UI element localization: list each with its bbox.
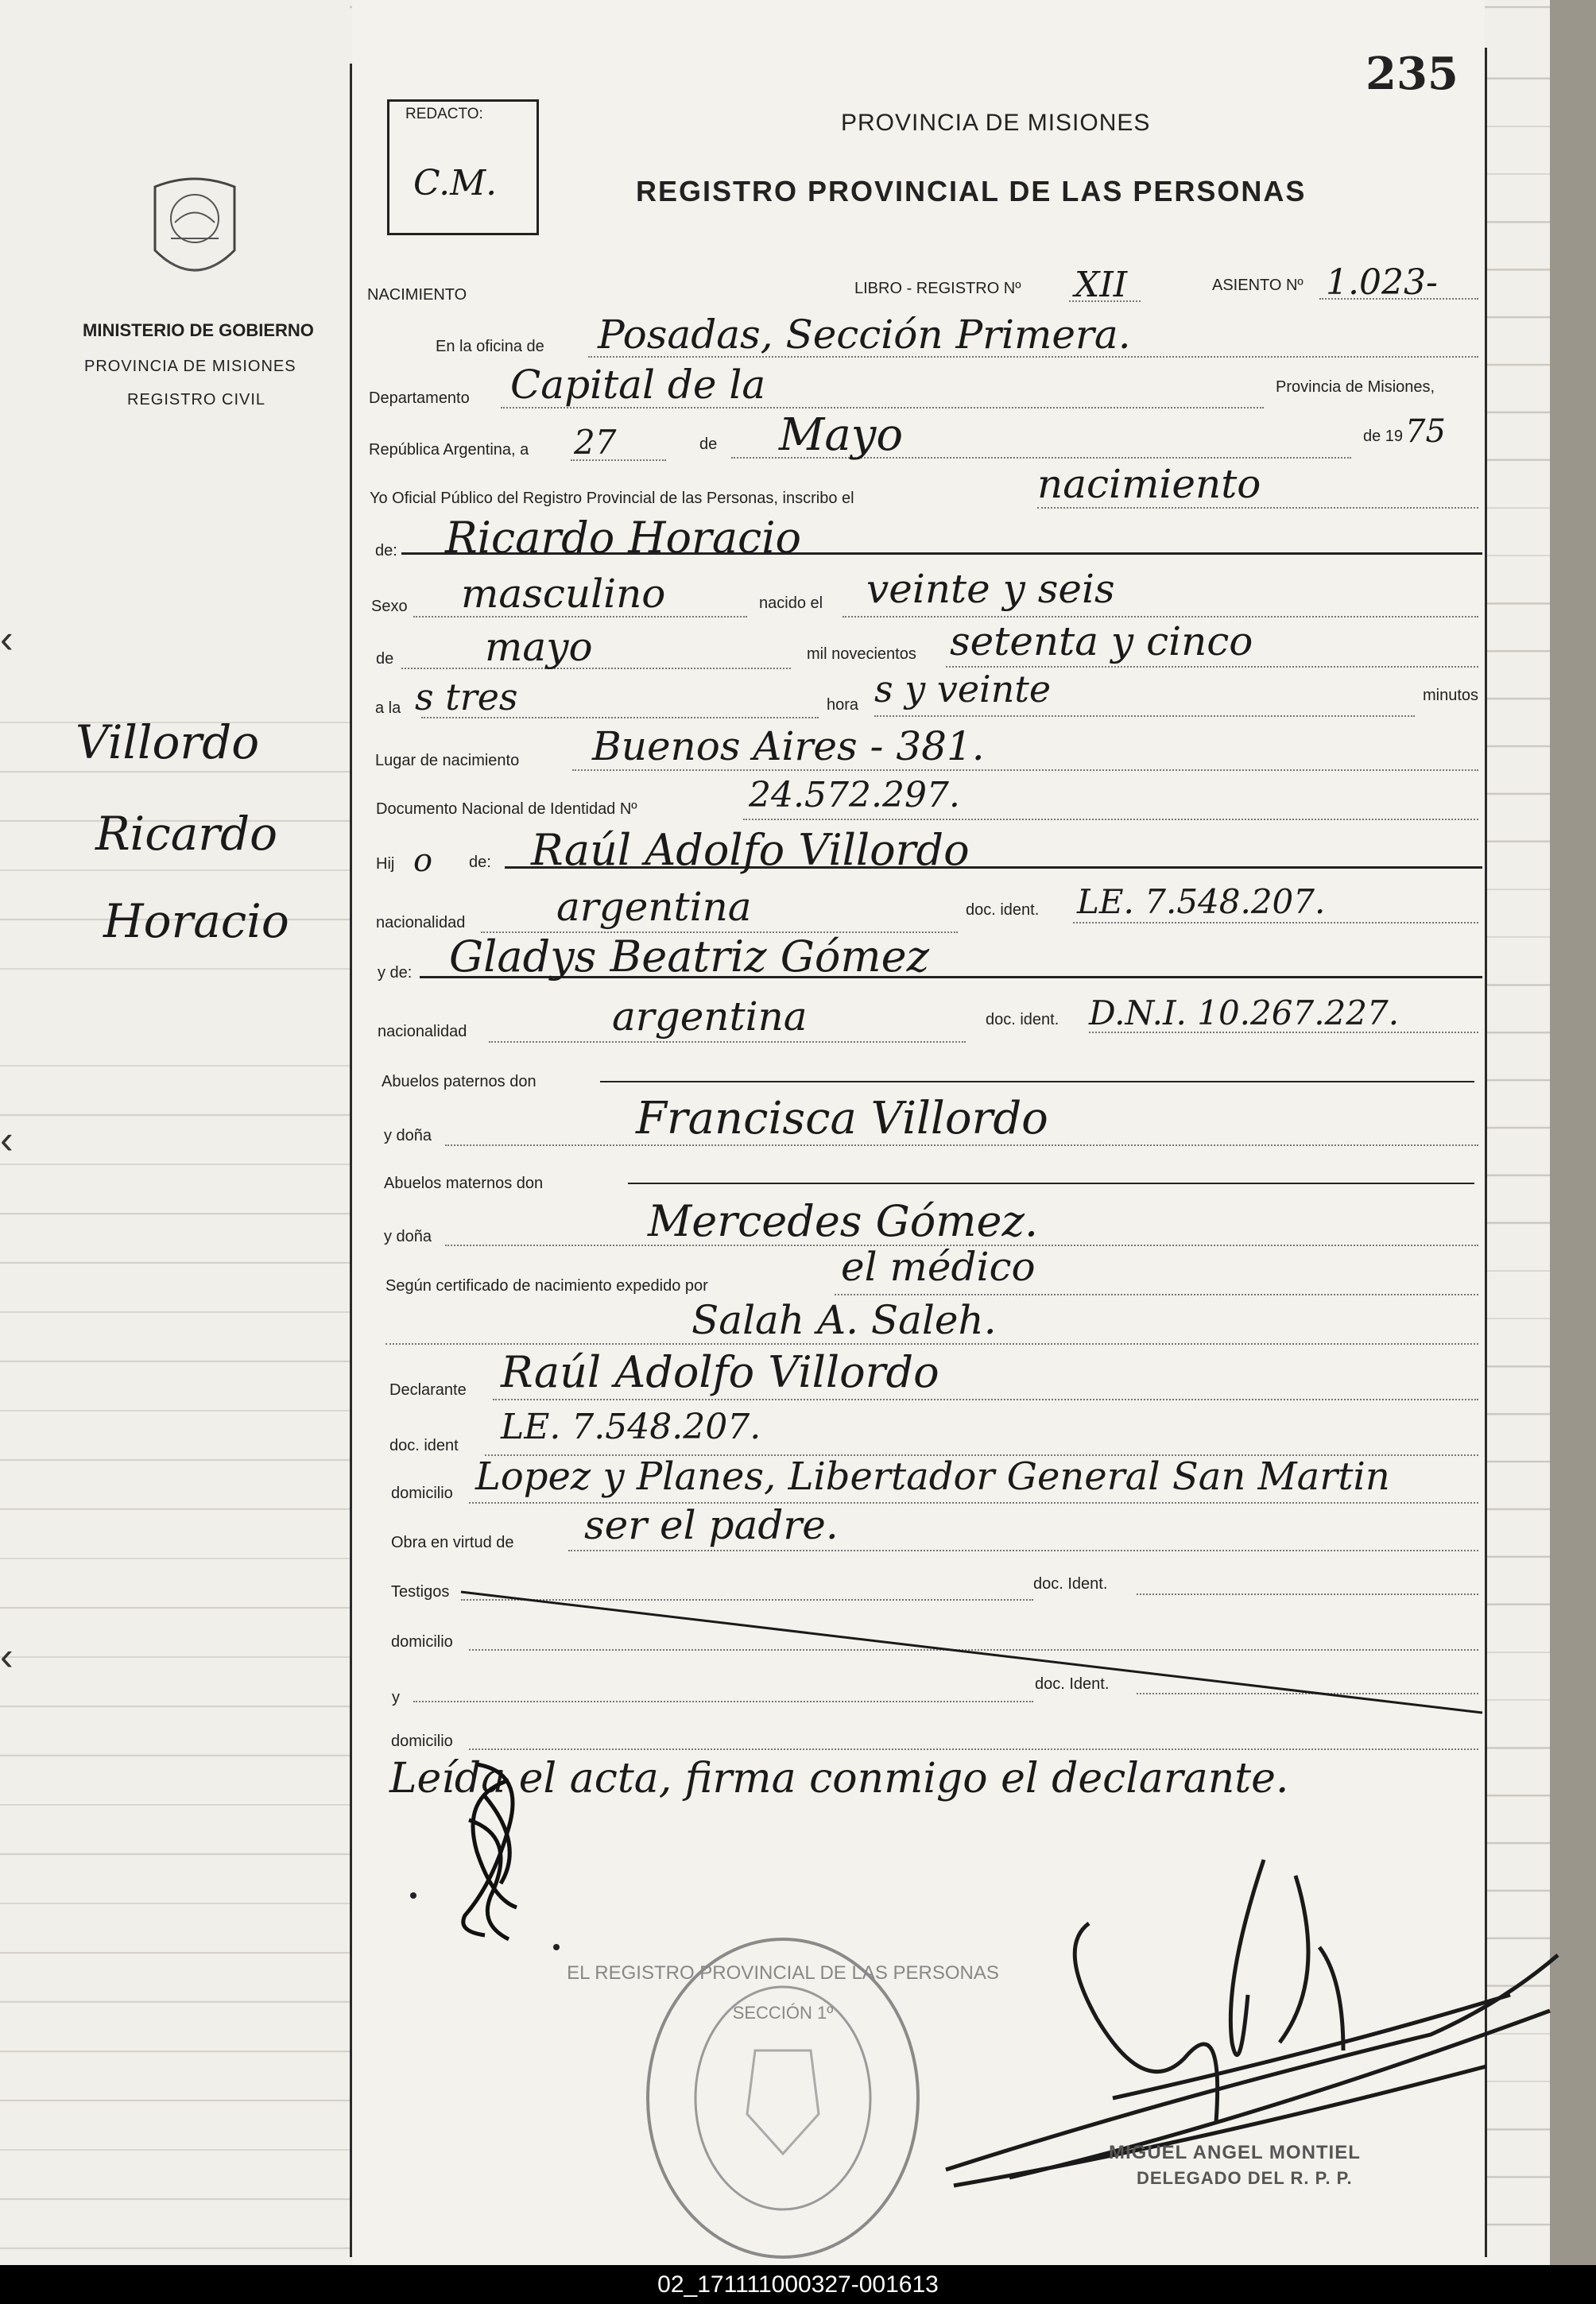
- dni-label: Documento Nacional de Identidad Nº: [376, 800, 637, 818]
- asiento-value: 1.023-: [1326, 262, 1438, 303]
- asiento-label: ASIENTO Nº: [1212, 277, 1304, 294]
- stamp-inner-text: SECCIÓN 1º: [732, 2003, 834, 2023]
- footer-code: 02_171111000327-001613: [0, 2265, 1596, 2304]
- minutos-label: minutos: [1423, 687, 1479, 704]
- abuela-materna-value: Mercedes Gómez.: [648, 1196, 1039, 1246]
- nacionalidad-label: nacionalidad: [376, 914, 466, 931]
- abuelos-paternos-label: Abuelos paternos don: [382, 1073, 537, 1090]
- mes2-value: mayo: [485, 624, 593, 670]
- hora-value: s y veinte: [874, 668, 1052, 711]
- header-title: REGISTRO PROVINCIAL DE LAS PERSONAS: [636, 175, 1307, 207]
- yde-label: y de:: [378, 964, 413, 982]
- anio-value: 75: [1405, 413, 1446, 450]
- domicilio-label: domicilio: [391, 1485, 453, 1502]
- stamp-text: EL REGISTRO PROVINCIAL DE LAS PERSONAS: [567, 1962, 999, 1984]
- oficina-label: En la oficina de: [436, 338, 544, 355]
- page-number: 235: [1366, 48, 1458, 100]
- declarante-value: Raúl Adolfo Villordo: [501, 1347, 939, 1397]
- mes-value: Mayo: [779, 409, 904, 461]
- madre-doc-value: D.N.I. 10.267.227.: [1089, 993, 1400, 1032]
- nombre-value: Ricardo Horacio: [445, 513, 802, 563]
- leida-value: Leída el acta, firma conmigo el declarante.: [389, 1755, 1289, 1803]
- margin-surname: Villordo: [76, 715, 260, 769]
- nacionalidad-label-2: nacionalidad: [378, 1023, 467, 1040]
- milnov-label: mil novecientos: [807, 645, 916, 663]
- testigos-label: Testigos: [391, 1583, 450, 1601]
- departamento-label: Departamento: [369, 389, 470, 407]
- redacto-value: C.M.: [413, 163, 498, 203]
- abuelos-maternos-label: Abuelos maternos don: [384, 1175, 544, 1192]
- sexo-label: Sexo: [371, 598, 408, 615]
- strike-line: [461, 1586, 1486, 1721]
- republica-label: República Argentina, a: [369, 441, 529, 459]
- certificado-value: el médico: [841, 1244, 1036, 1290]
- padre-nacionalidad-value: argentina: [556, 884, 752, 930]
- binding-hole-icon: ‹: [0, 617, 14, 661]
- hijo-label: Hij: [376, 855, 395, 873]
- departamento-value: Capital de la: [510, 362, 766, 408]
- nacimiento-label: NACIMIENTO: [367, 286, 467, 304]
- de-label-3: de: [376, 650, 394, 668]
- official-title: DELEGADO DEL R. P. P.: [1137, 2168, 1353, 2188]
- declarante-doc-label: doc. ident: [389, 1437, 459, 1454]
- oficina-value: Posadas, Sección Primera.: [598, 312, 1131, 358]
- ydona-label-2: y doña: [384, 1228, 432, 1245]
- docident-label: doc. ident.: [966, 901, 1040, 919]
- domicilio-label-3: domicilio: [391, 1733, 453, 1750]
- redacto-label: REDACTO:: [405, 106, 483, 122]
- dni-value: 24.572.297.: [749, 775, 960, 815]
- docident-label-2: doc. ident.: [986, 1011, 1059, 1028]
- nacido-label: nacido el: [759, 594, 823, 612]
- sexo-value: masculino: [461, 571, 666, 617]
- oficial-value: nacimiento: [1037, 461, 1261, 507]
- libro-value: XII: [1075, 265, 1128, 305]
- abuela-paterna-value: Francisca Villordo: [636, 1093, 1048, 1144]
- docident-label-3: doc. Ident.: [1033, 1575, 1108, 1593]
- binding-hole-icon: ‹: [0, 1117, 14, 1162]
- certificado-label: Según certificado de nacimiento expedido por: [385, 1277, 708, 1295]
- medico-value: Salah A. Saleh.: [691, 1297, 997, 1343]
- domicilio-label-2: domicilio: [391, 1633, 453, 1651]
- ydona-label-1: y doña: [384, 1127, 432, 1144]
- coat-of-arms-icon: [143, 171, 246, 294]
- docident-label-4: doc. Ident.: [1035, 1675, 1110, 1693]
- margin-given-name-2: Horacio: [103, 894, 289, 948]
- madre-nacionalidad-value: argentina: [612, 993, 808, 1040]
- anio-prefix: de 19: [1363, 428, 1404, 445]
- padre-value: Raúl Adolfo Villordo: [531, 825, 970, 875]
- alas-value: s tres: [415, 676, 518, 718]
- binding-hole-icon: ‹: [0, 1634, 14, 1679]
- oficial-label: Yo Oficial Público del Registro Provincial de las Personas, inscribo el: [370, 490, 854, 507]
- padre-doc-value: LE. 7.548.207.: [1077, 882, 1326, 921]
- ministry-line1: MINISTERIO DE GOBIERNO: [83, 320, 314, 340]
- hijo-suffix: o: [413, 842, 433, 879]
- hora-label: hora: [827, 696, 859, 714]
- ministry-line2: PROVINCIA DE MISIONES: [84, 358, 296, 375]
- nacido-value: veinte y seis: [866, 566, 1115, 612]
- obra-value: ser el padre.: [584, 1502, 839, 1548]
- header-province: PROVINCIA DE MISIONES: [841, 110, 1151, 136]
- provincia-label: Provincia de Misiones,: [1276, 378, 1435, 396]
- de-label: de: [699, 436, 718, 453]
- lugar-value: Buenos Aires - 381.: [592, 723, 985, 769]
- y-label: y: [392, 1689, 400, 1706]
- obra-label: Obra en virtud de: [391, 1534, 514, 1551]
- declarante-doc-value: LE. 7.548.207.: [501, 1407, 761, 1447]
- de-label-2: de:: [375, 542, 397, 560]
- ministry-line3: REGISTRO CIVIL: [127, 391, 266, 409]
- dia-value: 27: [574, 423, 617, 462]
- milnov-value: setenta y cinco: [950, 618, 1253, 664]
- margin-given-name-1: Ricardo: [95, 807, 278, 861]
- lugar-label: Lugar de nacimiento: [375, 752, 520, 769]
- official-name: MIGUEL ANGEL MONTIEL: [1109, 2142, 1361, 2163]
- declarante-signature: [389, 1748, 580, 1955]
- alas-label: a la: [375, 699, 401, 717]
- libro-label: LIBRO - REGISTRO Nº: [854, 280, 1021, 297]
- madre-value: Gladys Beatriz Gómez: [449, 931, 930, 982]
- hijo-de-label: de:: [469, 854, 491, 871]
- declarante-label: Declarante: [389, 1381, 467, 1399]
- domicilio-value: Lopez y Planes, Libertador General San Martin: [475, 1454, 1390, 1499]
